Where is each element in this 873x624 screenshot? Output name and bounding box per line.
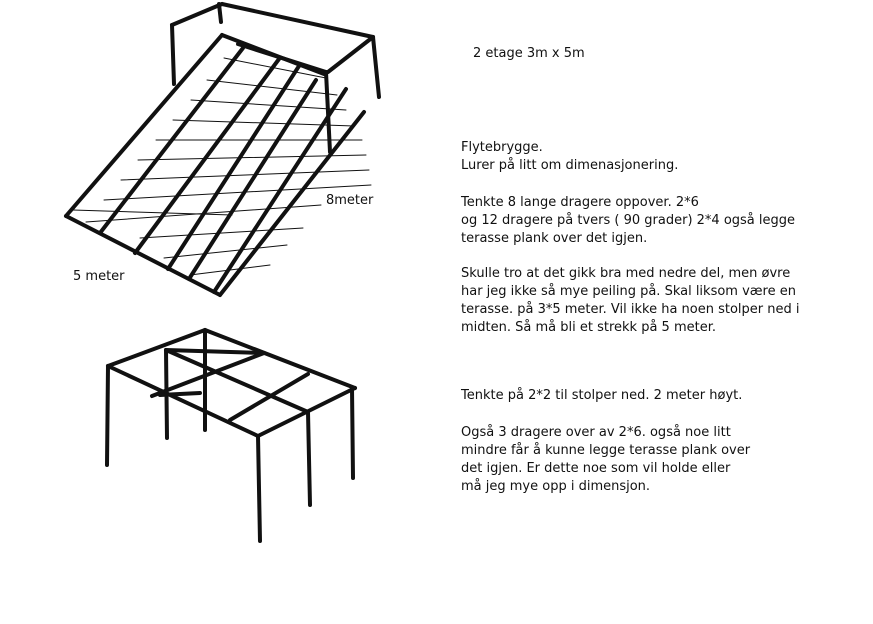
note-paragraph-2 — [461, 194, 795, 248]
note-line: må jeg mye opp i dimensjon. — [461, 479, 651, 494]
note-paragraph-4 — [461, 387, 742, 405]
note-line: Tenkte 8 lange dragere oppover. 2*6 — [461, 195, 699, 210]
note-line: har jeg ikke så mye peiling på. Skal liksom være en — [461, 284, 796, 299]
long-beams — [66, 35, 364, 295]
note-line: Også 3 dragere over av 2*6. også noe litt — [461, 425, 731, 440]
note-line: terasse. på 3*5 meter. Vil ikke ha noen stolper ned i — [461, 302, 800, 317]
upper-sketch — [66, 4, 379, 295]
note-line: midten. Så må bli et strekk på 5 meter. — [461, 320, 716, 335]
note-paragraph-3 — [461, 265, 800, 337]
note-paragraph-1 — [461, 139, 678, 175]
lower-sketch — [107, 330, 355, 541]
note-line: og 12 dragere på tvers ( 90 grader) 2*4 også legge — [461, 213, 796, 228]
length-label: 8meter — [326, 193, 374, 208]
width-label: 5 meter — [73, 269, 125, 284]
note-line: Tenkte på 2*2 til stolper ned. 2 meter høyt. — [461, 388, 743, 403]
storey-size-label: 2 etage 3m x 5m — [473, 46, 585, 61]
note-line: terasse plank over det igjen. — [461, 231, 648, 246]
note-line: Lurer på litt om dimenasjonering. — [461, 158, 679, 173]
note-line: mindre får å kunne legge terasse plank over — [461, 443, 751, 458]
note-line: Flytebrygge. — [461, 140, 543, 155]
note-line: det igjen. Er dette noe som vil holde eller — [461, 461, 731, 476]
note-paragraph-5 — [461, 424, 750, 496]
note-line: Skulle tro at det gikk bra med nedre del, men øvre — [461, 266, 791, 281]
